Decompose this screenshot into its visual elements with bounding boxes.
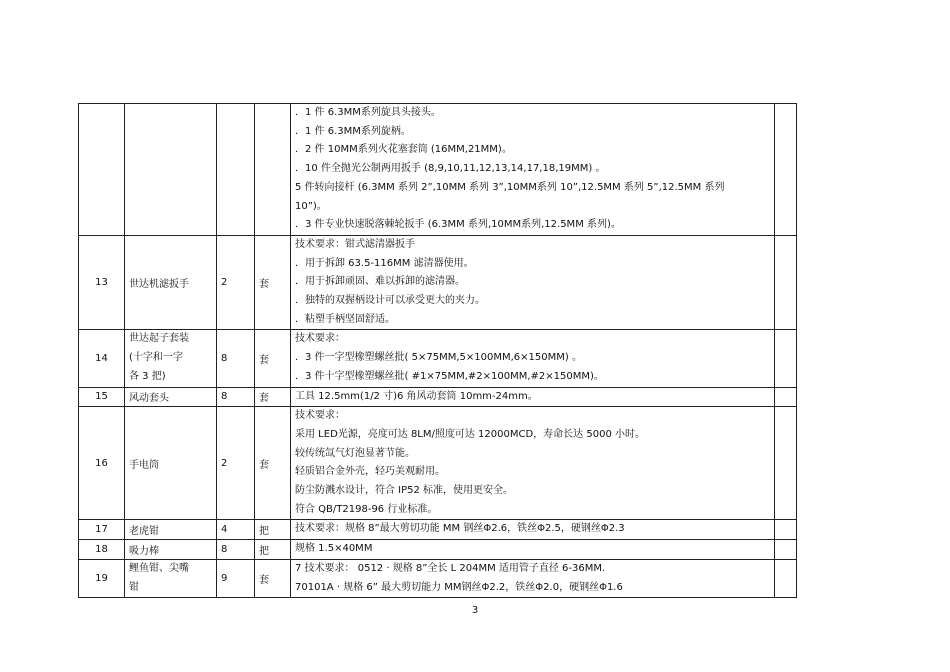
row-number: 19: [79, 559, 125, 597]
extra-cell: [775, 104, 797, 236]
spec-line: 较传统氙气灯泡显著节能。: [295, 447, 415, 459]
item-name-line: 钳: [129, 581, 139, 593]
item-name: [125, 104, 217, 236]
spec-cell: [291, 540, 775, 560]
item-name: 吸力棒: [125, 540, 217, 560]
row-number: [79, 104, 125, 236]
spec-line: 采用 LED光源，亮度可达 8LM/照度可达 12000MCD，寿命长达 5000 小时。: [295, 428, 645, 440]
item-name: [125, 330, 217, 387]
spec-line: 5 件转向接杆 (6.3MM 系列 2”,10MM 系列 3”,10MM系列 10”,12.5MM 系列 5”,12.5MM 系列: [295, 181, 725, 193]
spec-cell: [291, 407, 775, 520]
extra-cell: [775, 559, 797, 597]
quantity: 4: [217, 520, 255, 540]
row-number: 15: [79, 387, 125, 407]
quantity: 9: [217, 559, 255, 597]
quantity: 2: [217, 407, 255, 520]
extra-cell: [775, 520, 797, 540]
quantity: [217, 104, 255, 236]
quantity: 8: [217, 387, 255, 407]
item-name-line: 鲤鱼钳、尖嘴: [129, 562, 189, 574]
spec-line: ．粘塑手柄坚固舒适。: [295, 313, 395, 325]
spec-line: ．10 件全抛光公制两用扳手 (8,9,10,11,12,13,14,17,18,19MM) 。: [295, 163, 606, 175]
row-number: 13: [79, 235, 125, 330]
spec-cell: [291, 235, 775, 330]
item-name-line: 世达起子套装: [129, 333, 189, 345]
unit: 套: [255, 387, 291, 407]
table-row: [79, 235, 797, 330]
unit: 套: [255, 559, 291, 597]
spec-line: ．3 件一字型橡塑螺丝批( 5×75MM,5×100MM,6×150MM) 。: [295, 352, 582, 364]
page-number: 3: [471, 605, 479, 616]
item-name: 风动套头: [125, 387, 217, 407]
unit: 把: [255, 520, 291, 540]
extra-cell: [775, 407, 797, 520]
row-number: 16: [79, 407, 125, 520]
quantity: 2: [217, 235, 255, 330]
spec-line: 技术要求：钳式滤清器扳手: [295, 238, 415, 250]
item-name: 世达机滤扳手: [125, 235, 217, 330]
item-name-line: 各 3 把): [129, 370, 166, 382]
item-name: [125, 559, 217, 597]
table-row-continued: [79, 104, 797, 236]
table-row: [79, 407, 797, 520]
item-name: 老虎钳: [125, 520, 217, 540]
item-name: 手电筒: [125, 407, 217, 520]
spec-line: 技术要求：: [295, 333, 345, 345]
equipment-spec-table: [78, 103, 797, 598]
extra-cell: [775, 330, 797, 387]
spec-line: 10”)。: [295, 200, 327, 212]
table-row: [79, 559, 797, 597]
spec-line: ．2 件 10MM系列火花塞套筒 (16MM,21MM)。: [295, 144, 512, 156]
spec-line: ．用于拆卸 63.5-116MM 滤清器使用。: [295, 257, 474, 269]
extra-cell: [775, 387, 797, 407]
spec-line: 规格 1.5×40MM: [295, 543, 373, 555]
unit: 套: [255, 407, 291, 520]
table-row: [79, 540, 797, 560]
row-number: 14: [79, 330, 125, 387]
spec-line: 技术要求：规格 8”最大剪切功能 MM 钢丝Φ2.6，铁丝Φ2.5，硬钢丝Φ2.3: [295, 523, 625, 535]
unit: [255, 104, 291, 236]
spec-cell: [291, 104, 775, 236]
quantity: 8: [217, 330, 255, 387]
spec-line: 7 技术要求： 0512 · 规格 8”全长 L 204MM 适用管子直径 6-36MM.: [295, 562, 606, 574]
row-number: 17: [79, 520, 125, 540]
spec-cell: [291, 330, 775, 387]
spec-line: ．3 件十字型橡塑螺丝批( #1×75MM,#2×100MM,#2×150MM)。: [295, 370, 604, 382]
unit: 套: [255, 235, 291, 330]
quantity: 8: [217, 540, 255, 560]
extra-cell: [775, 540, 797, 560]
spec-line: 工具 12.5mm(1/2 寸)6 角风动套筒 10mm-24mm。: [295, 390, 538, 402]
spec-line: 符合 QB/T2198-96 行业标准。: [295, 503, 438, 515]
spec-line: ．3 件专业快速脱落棘轮扳手 (6.3MM 系列,10MM系列,12.5MM 系列)。: [295, 219, 621, 231]
table-row: [79, 387, 797, 407]
unit: 把: [255, 540, 291, 560]
spec-line: ．用于拆卸顽固、难以拆卸的滤清器。: [295, 276, 465, 288]
spec-line: 防尘防溅水设计，符合 IP52 标准，使用更安全。: [295, 485, 514, 497]
spec-line: ．独特的双握柄设计可以承受更大的夹力。: [295, 295, 485, 307]
spec-cell: [291, 520, 775, 540]
table-row: [79, 330, 797, 387]
spec-line: 轻质铝合金外壳，轻巧美观耐用。: [295, 466, 445, 478]
spec-line: ．1 件 6.3MM系列旋柄。: [295, 125, 411, 137]
spec-line: ．1 件 6.3MM系列旋具头接头。: [295, 107, 441, 118]
item-name-line: (十字和一字: [129, 352, 183, 364]
table-row: [79, 520, 797, 540]
unit: 套: [255, 330, 291, 387]
spec-line: 70101A · 规格 6” 最大剪切能力 MM钢丝Φ2.2，铁丝Φ2.0，硬钢丝Φ1.6: [295, 581, 623, 593]
spec-cell: [291, 559, 775, 597]
row-number: 18: [79, 540, 125, 560]
spec-cell: [291, 387, 775, 407]
extra-cell: [775, 235, 797, 330]
spec-line: 技术要求：: [295, 410, 345, 422]
